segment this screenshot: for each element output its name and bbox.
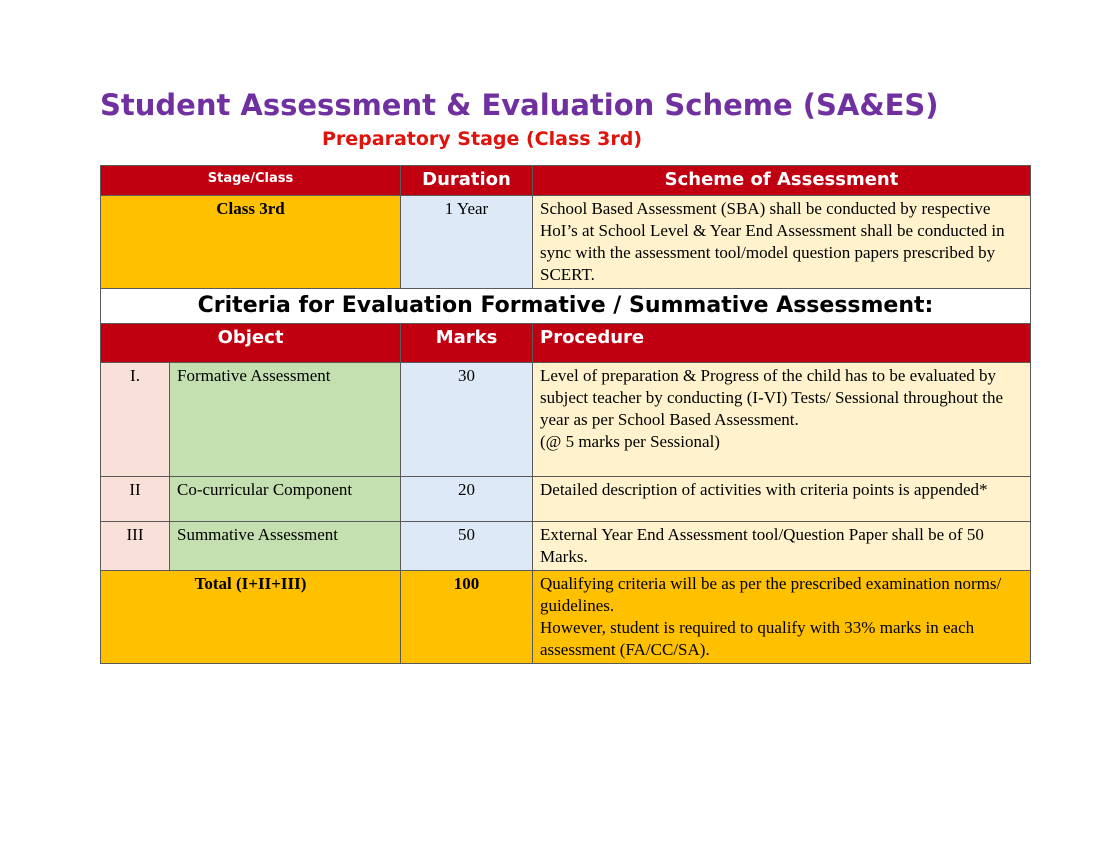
procedure-cell <box>533 363 1031 477</box>
table-row <box>101 477 1031 522</box>
marks-cell: 50 <box>401 522 533 571</box>
table-header-row <box>101 166 1031 196</box>
assessment-scheme-table <box>100 165 1031 664</box>
procedure-text: Level of preparation & Progress of the child has to be evaluated by subject teacher by conducting (I-VI) Tests/ Sessional throughout the year as per School Based Assessment. <box>540 366 1004 429</box>
row-number: III <box>101 522 170 571</box>
procedure-cell: External Year End Assessment tool/Question Paper shall be of 50 Marks. <box>533 522 1031 571</box>
marks-cell: 30 <box>401 363 533 477</box>
procedure-header: Procedure <box>533 324 1031 363</box>
page-title: Student Assessment & Evaluation Scheme (SA&ES) <box>100 88 939 122</box>
class-cell: Class 3rd <box>101 196 401 289</box>
object-cell: Formative Assessment <box>170 363 401 477</box>
duration-cell: 1 Year <box>401 196 533 289</box>
scheme-cell: School Based Assessment (SBA) shall be conducted by respective HoI’s at School Level & Year End Assessment shall be conducted in sync with the assessment tool/model question papers prescribed by SCERT. <box>533 196 1031 289</box>
total-row <box>101 571 1031 664</box>
object-cell: Summative Assessment <box>170 522 401 571</box>
class-row <box>101 196 1031 289</box>
qualifying-criteria-text: Qualifying criteria will be as per the prescribed examination norms/ guidelines. <box>540 574 1002 615</box>
total-label: Total (I+II+III) <box>101 571 401 664</box>
object-cell: Co-curricular Component <box>170 477 401 522</box>
criteria-heading-row <box>101 289 1031 324</box>
procedure-cell: Detailed description of activities with criteria points is appended* <box>533 477 1031 522</box>
procedure-note: (@ 5 marks per Sessional) <box>540 432 720 451</box>
criteria-sub-header-row <box>101 324 1031 363</box>
qualifying-requirement-text: However, student is required to qualify with 33% marks in each assessment (FA/CC/SA). <box>540 618 975 659</box>
object-header: Object <box>101 324 401 363</box>
row-number: I. <box>101 363 170 477</box>
row-number: II <box>101 477 170 522</box>
stage-class-header: Stage/Class <box>101 166 401 196</box>
duration-header: Duration <box>401 166 533 196</box>
total-marks: 100 <box>401 571 533 664</box>
criteria-heading: Criteria for Evaluation Formative / Summative Assessment: <box>101 289 1031 324</box>
qualifying-criteria-cell <box>533 571 1031 664</box>
marks-cell: 20 <box>401 477 533 522</box>
scheme-header: Scheme of Assessment <box>533 166 1031 196</box>
table-row <box>101 522 1031 571</box>
table-row <box>101 363 1031 477</box>
marks-header: Marks <box>401 324 533 363</box>
page-subtitle: Preparatory Stage (Class 3rd) <box>322 128 643 150</box>
